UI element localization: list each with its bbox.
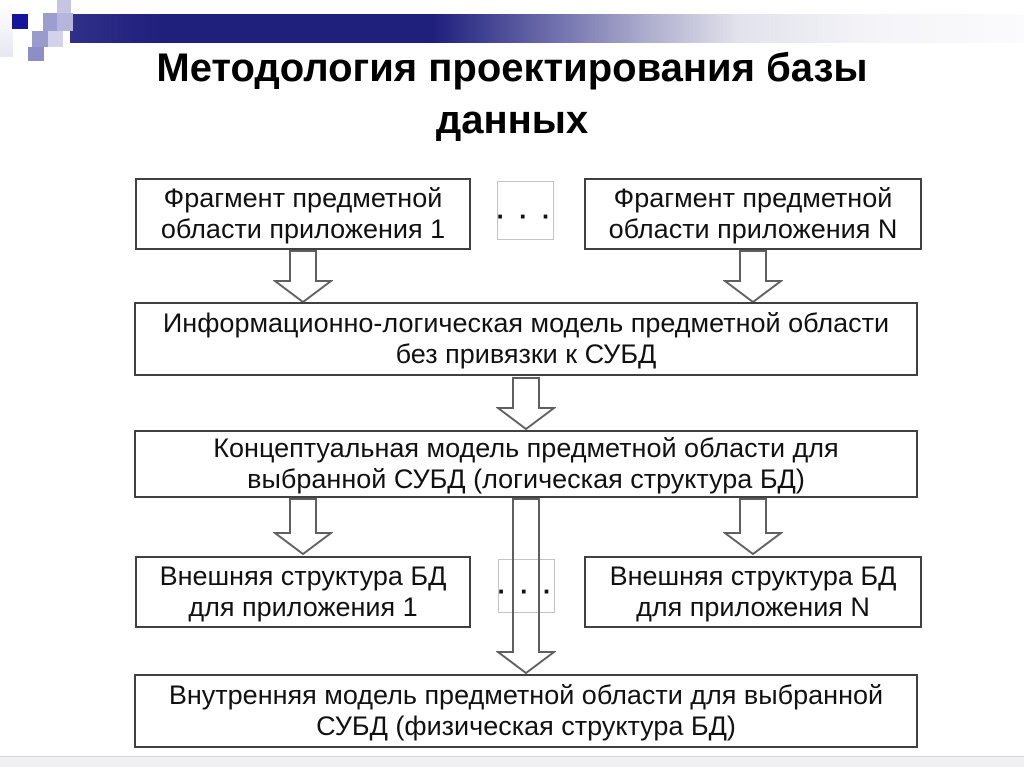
- decorative-square: [43, 13, 57, 31]
- box-text-line: Информационно-логическая модель предметной области: [162, 308, 890, 338]
- ellipsis-dots: ···: [497, 576, 566, 606]
- flow-box-conceptual-model: [134, 430, 918, 498]
- box-text-line: Внешняя структура БД: [159, 561, 447, 591]
- down-arrow-icon: [723, 250, 783, 303]
- flow-box-external-structure-1: [135, 556, 471, 628]
- box-text-line: Фрагмент предметной: [613, 183, 893, 213]
- footer-strip: [0, 756, 1024, 767]
- decorative-square: [57, 13, 73, 31]
- flow-box-external-structure-n: [584, 556, 922, 628]
- page-title: [107, 42, 917, 146]
- box-text-line: СУБД (физическая структура БД): [316, 711, 736, 741]
- flow-box-info-logical-model: [134, 302, 918, 376]
- box-text-line: Фрагмент предметной: [163, 183, 443, 213]
- decorative-square: [0, 3, 13, 57]
- flow-box-fragment-app-1: [135, 178, 471, 250]
- decorative-square: [57, 0, 71, 13]
- page-title-line-1: Методология проектирования базы: [156, 46, 868, 90]
- header-gradient-bar: [70, 14, 1024, 43]
- decorative-square: [32, 31, 48, 47]
- down-arrow-icon: [273, 498, 333, 555]
- box-text-line: Концептуальная модель предметной области для: [213, 433, 839, 463]
- decorative-square: [28, 47, 44, 61]
- down-arrow-icon: [723, 498, 783, 555]
- decorative-square: [48, 31, 63, 47]
- box-text-line: Внешняя структура БД: [609, 561, 897, 591]
- box-text-line: Внутренняя модель предметной области для выбранной: [168, 680, 884, 710]
- box-text-line: без привязки к СУБД: [395, 339, 657, 369]
- down-arrow-icon: [273, 250, 333, 303]
- page-title-line-2: данных: [435, 98, 589, 142]
- box-text-line: области приложения N: [608, 214, 898, 244]
- long-down-arrow-icon: [496, 498, 556, 674]
- ellipsis-box-top: [496, 181, 565, 240]
- box-text-line: для приложения 1: [188, 592, 418, 622]
- flow-box-internal-model: [134, 674, 918, 748]
- box-text-line: для приложения N: [636, 592, 870, 622]
- flow-box-fragment-app-n: [584, 178, 922, 250]
- ellipsis-dots: ···: [496, 201, 565, 231]
- decorative-square: [12, 14, 28, 29]
- box-text-line: области приложения 1: [160, 214, 446, 244]
- box-text-line: выбранной СУБД (логическая структура БД): [247, 464, 805, 494]
- down-arrow-icon: [496, 377, 556, 430]
